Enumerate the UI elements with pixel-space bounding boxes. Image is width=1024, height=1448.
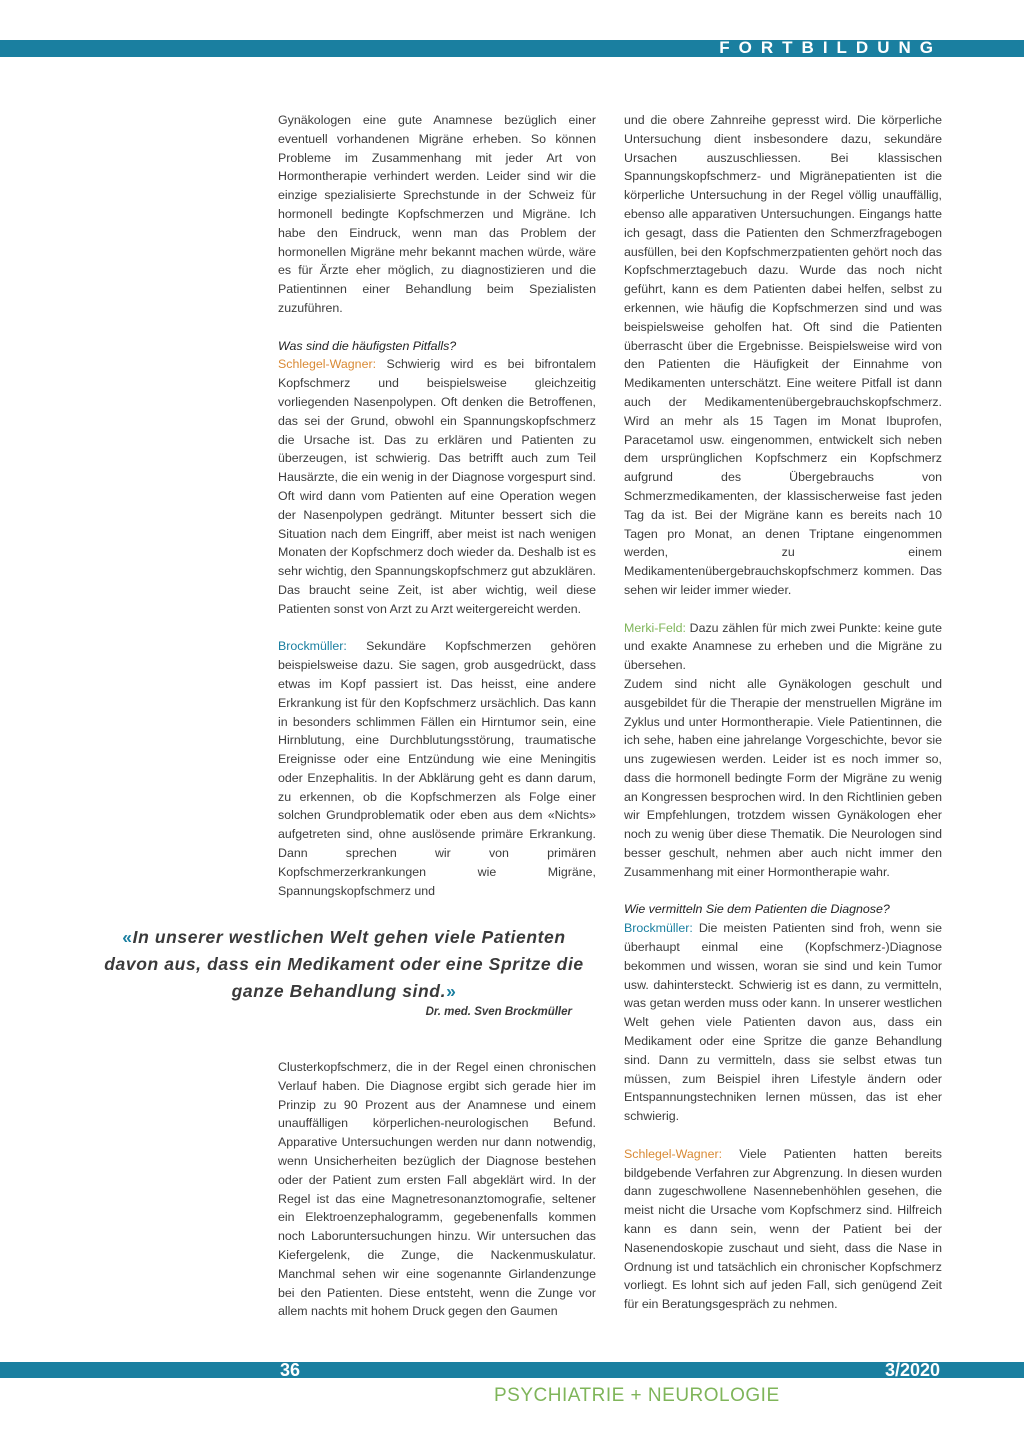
paragraph bbox=[624, 1145, 942, 1314]
footer-bar bbox=[0, 1362, 1024, 1378]
question-heading: Was sind die häufigsten Pitfalls? bbox=[278, 338, 457, 353]
question-heading: Wie vermitteln Sie dem Patienten die Diagnose? bbox=[624, 902, 890, 917]
section-label: FORTBILDUNG bbox=[719, 38, 942, 57]
paragraph: Clusterkopfschmerz, die in der Regel einen chronischen Verlauf haben. Die Diagnose ergibt sich gerade hier im Prinzip zu 90 Prozent aus der Anamnese und einem unauffälligen körperlichen-neurologischen Befund. Apparative Untersuchungen werden nur dann notwendig, wenn Unsicherheiten bezüglich der Diagnose bestehen oder der Patient zum ersten Fall abgeklärt wird. In der Regel ist das eine Magnetresonanztomografie, seltener ein Elektroenzephalogramm, gegebenenfalls kommen noch Laboruntersuchungen hinzu. Wir untersuchen das Kiefergelenk, die Zunge, die Nackenmuskulatur. Manchmal sehen wir eine sogenannte Girlandenzunge bei den Patienten. Diese entsteht, wenn die Zunge vor allem nachts mit hohem Druck gegen den Gaumen bbox=[278, 1060, 596, 1319]
quote-close-mark: » bbox=[446, 981, 457, 1001]
journal-title: PSYCHIATRIE + NEUROLOGIE bbox=[494, 1385, 780, 1406]
paragraph-text: Dazu zählen für mich zwei Punkte: keine gute und exakte Anamnese zu erheben und die Migräne zu übersehen. bbox=[624, 620, 942, 673]
paragraph: und die obere Zahnreihe gepresst wird. Die körperliche Untersuchung dient insbesondere dazu, sekundäre Ursachen auszuschliessen. Bei klassischen Spannungskopfschmerz- und Migränepatienten ist die körperliche Untersuchung in der Regel völlig unauffällig, ebenso alle apparativen Untersuchungen. Eingangs hatte ich gesagt, dass die Patienten den Schmerzfragebogen ausfüllen, bei den Kopfschmerzpatienten gehört noch das Kopfschmerztagebuch dazu. Wurde das noch nicht geführt, kann es dem Patienten dabei helfen, selbst zu erkennen, wie häufig die Kopfschmerzen sind und was beispielsweise geholfen hat. Oft sind die Patienten überrascht über die Ergebnisse. Beispielsweise wird von den Patienten die Häufigkeit der Einnahme von Medikamenten unterschätzt. Eine weitere Pitfall ist dann auch der Medikamentenübergebrauchskopfschmerz. Wird an mehr als 15 Tagen im Monat Ibuprofen, Paracetamol usw. eingenommen, entwickelt sich neben dem ursprünglichen Kopfschmerz ein Kopfschmerz aufgrund des Übergebrauchs von Schmerzmedikamenten, der klassischerweise fast jeden Tag da ist. Bei der Migräne kann es bereits nach 10 Tagen pro Monat, an denen Triptane eingenommen werden, zu einem Medikamentenübergebrauchskopfschmerz kommen. Das sehen wir leider immer wieder. bbox=[624, 113, 942, 597]
speaker-label: Brockmüller: bbox=[624, 921, 693, 936]
pull-quote bbox=[96, 924, 592, 1005]
speaker-label: Brockmüller: bbox=[278, 639, 347, 654]
column-right bbox=[624, 111, 942, 1314]
paragraph bbox=[624, 900, 942, 1126]
paragraph: Gynäkologen eine gute Anamnese bezüglich einer eventuell vorhandenen Migräne erheben. So können Probleme im Zusammenhang mit jeder Art von Hormontherapie verhindert werden. Leider sind wir die einzige spezialisierte Sprechstunde in der Schweiz für hormonell bedingte Kopfschmerzen und Migräne. Ich habe den Eindruck, wenn man das Problem der hormonellen Migräne mehr bekannt machen würde, wäre es für Ärzte eher möglich, zu diagnostizieren und die Patientinnen einer Behandlung beim Spezialisten zuzuführen. bbox=[278, 113, 596, 315]
page-number: 36 bbox=[280, 1360, 301, 1380]
paragraph-text: Sekundäre Kopfschmerzen gehören beispielsweise dazu. Sie sagen, grob ausgedrückt, dass etwas im Kopf passiert ist. Das heisst, eine andere Erkrankung ist für den Kopfschmerz ursächlich. Das kann in besonders schlimmen Fällen ein Hirntumor sein, eine Hirnblutung, eine Durchblutungsstörung, traumatische Ereignisse oder eine Entzündung wie eine Meningitis oder Enzephalitis. In der Abklärung geht es dann darum, zu erkennen, ob die Kopfschmerzen als Folge einer solchen Grundproblematik oder eben aus dem «Nichts» aufgetreten sind, ohne auslösende primäre Erkrankung. Dann sprechen wir von primären Kopfschmerzerkrankungen wie Migräne, Spannungskopfschmerz und bbox=[278, 639, 596, 898]
speaker-label: Schlegel-Wagner: bbox=[278, 357, 377, 372]
pull-quote-author: Dr. med. Sven Brockmüller bbox=[425, 1006, 572, 1018]
pull-quote-text: In unserer westlichen Welt gehen viele Patienten davon aus, dass ein Medikament oder eine Spritze die ganze Behandlung sind. bbox=[104, 927, 584, 1001]
paragraph-text: Viele Patienten hatten bereits bildgebende Verfahren zur Abgrenzung. In diesen wurden dann zugeschwollene Nasennebenhöhlen gesehen, die meist nicht die Ursache vom Kopfschmerz sind. Hilfreich kann es dann sein, wenn der Patient bei der Nasenendoskopie zuschaut und sieht, dass die Nase in Ordnung ist und tatsächlich ein chronischer Kopfschmerz vorliegt. Es lohnt sich auf jeden Fall, sich genügend Zeit für ein Beratungsgespräch zu nehmen. bbox=[624, 1146, 942, 1312]
paragraph bbox=[278, 637, 596, 900]
column-left-bottom bbox=[278, 1058, 596, 1321]
paragraph bbox=[624, 619, 942, 675]
speaker-label: Schlegel-Wagner: bbox=[624, 1146, 723, 1161]
paragraph: Zudem sind nicht alle Gynäkologen geschult und ausgebildet für die Therapie der menstruellen Migräne im Zyklus und unter Hormontherapie. Viele Patientinnen, die ich sehe, haben eine jahrelange Vorgeschichte, bevor sie uns zugewiesen werden. Leider ist es noch immer so, dass die hormonell bedingte Form der Migräne zu wenig an Kongressen besprochen wird. In den Richtlinien geben wir Empfehlungen, trotzdem wissen Gynäkologen eher noch zu wenig über diese Thematik. Die Neurologen sind besser geschult, nehmen aber auch nicht immer den Zusammenhang mit einer Hormontherapie wahr. bbox=[624, 676, 942, 879]
paragraph bbox=[278, 337, 596, 619]
paragraph-text: Die meisten Patienten sind froh, wenn sie überhaupt einmal eine (Kopfschmerz-)Diagnose bekommen und wissen, woran sie sind und kein Tumor usw. dahintersteckt. Schwierig ist es dann, zu vermitteln, was getan werden muss oder kann. In unserer westlichen Welt gehen viele Patienten davon aus, dass ein Medikament oder eine Spritze die ganze Behandlung sind. Dann zu vermitteln, dass sie selbst etwas tun müssen, zum Beispiel ihren Lifestyle ändern oder Entspannungstechniken lernen müssen, das ist eher schwierig. bbox=[624, 921, 942, 1124]
speaker-label: Merki-Feld: bbox=[624, 620, 686, 635]
paragraph-text: Schwierig wird es bei bifrontalem Kopfschmerz und beispielsweise gleichzeitig vorliegenden Nasenpolypen. Oft denken die Betroffenen, das sei der Grund, obwohl ein Spannungskopfschmerz die Ursache ist. Das zu erklären und Patienten zu überzeugen, ist schwierig. Das betrifft auch zum Teil Hausärzte, die ein wenig in der Diagnose vorgespurt sind. Oft wird dann vom Patienten auf eine Operation wegen der Nasenpolypen gedrängt. Mitunter bessert sich die Situation nach dem Eingriff, aber meist ist nach wenigen Monaten der Kopfschmerz doch wieder da. Deshalb ist es sehr wichtig, den Spannungskopfschmerz gut abzuklären. Das braucht seine Zeit, ist aber wichtig, weil diese Patienten sonst von Arzt zu Arzt weitergereicht werden. bbox=[278, 357, 596, 616]
issue-label: 3/2020 bbox=[884, 1360, 940, 1380]
column-left-top bbox=[278, 111, 596, 900]
quote-open-mark: « bbox=[122, 927, 133, 947]
